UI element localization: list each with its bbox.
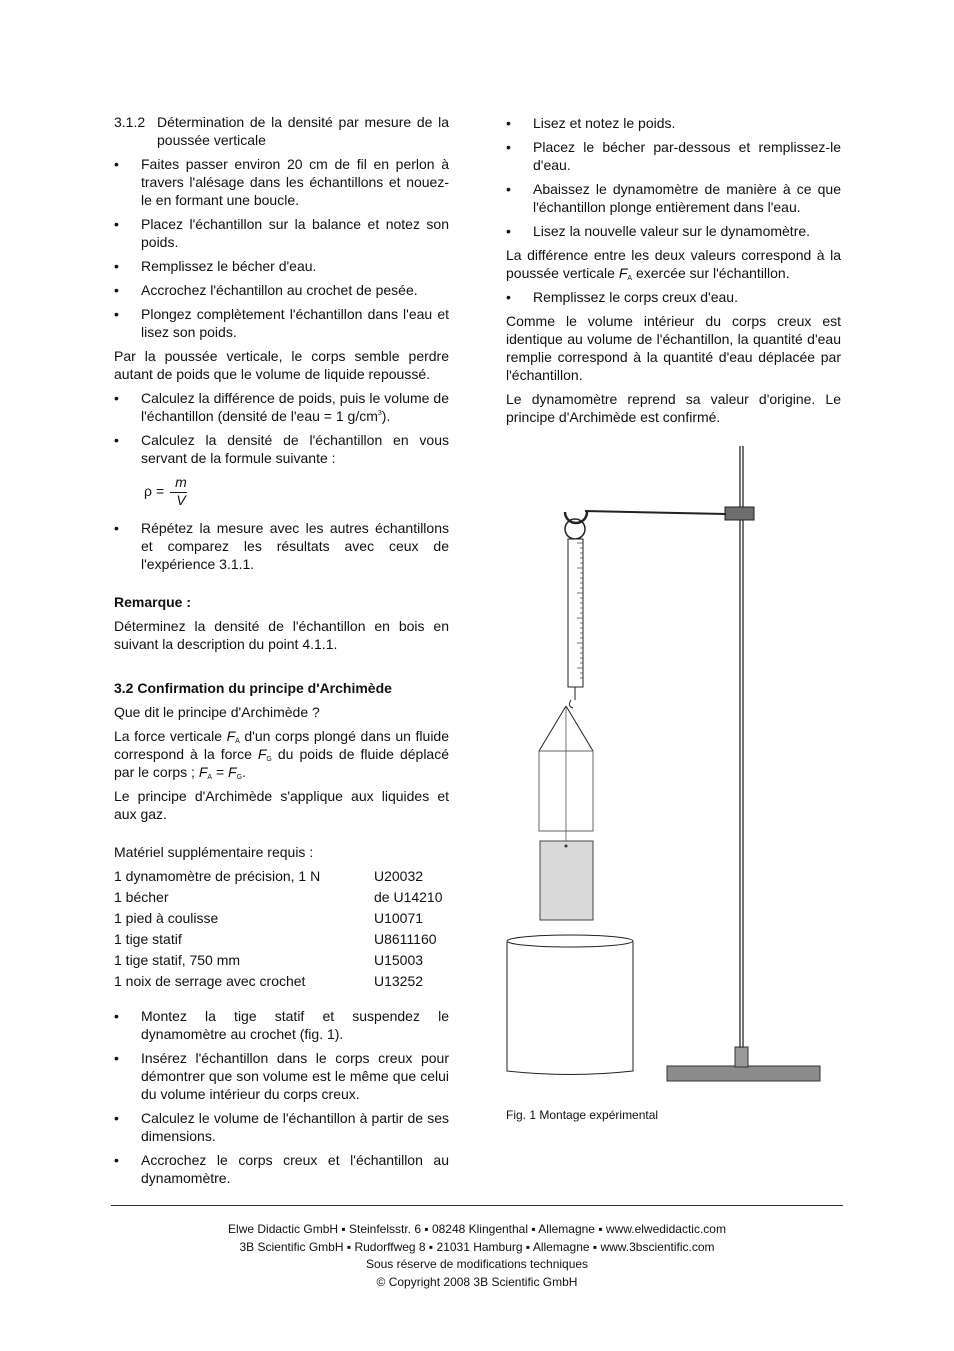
footer-line: Elwe Didactic GmbH ▪ Steinfelsstr. 6 ▪ 08248 Klingenthal ▪ Allemagne ▪ www.elwedidactic.com <box>228 1222 726 1236</box>
material-code: U13252 <box>374 973 424 989</box>
archimedes-statement <box>114 727 449 781</box>
list-item: • Calculez le volume de l'échantillon à partir de ses dimensions. <box>114 1109 449 1145</box>
subscript: G <box>236 774 243 781</box>
paragraph-buoyancy: Par la poussée verticale, le corps semble perdre autant de poids que le volume de liquide repoussé. <box>114 348 449 382</box>
clamp <box>725 507 754 520</box>
text-run: . <box>242 764 246 780</box>
left-column <box>114 113 449 1193</box>
text-run: = <box>212 764 229 780</box>
list-item: • Abaissez le dynamomètre de manière à ce que l'échantillon plonge entièrement dans l'eau. <box>506 180 841 216</box>
list-item: • Plongez complètement l'échantillon dans l'eau et lisez son poids. <box>114 305 449 341</box>
footer-line: 3B Scientific GmbH ▪ Rudorffweg 8 ▪ 21031 Hamburg ▪ Allemagne ▪ www.3bscientific.com <box>239 1239 715 1254</box>
footer-line: © Copyright 2008 3B Scientific GmbH <box>376 1274 578 1289</box>
list-item: • Lisez la nouvelle valeur sur le dynamomètre. <box>506 222 841 240</box>
formula-equals: = <box>156 483 165 499</box>
formula-denominator: V <box>176 492 186 508</box>
material-code: U8611160 <box>374 931 437 947</box>
sample-block <box>540 841 593 920</box>
footer <box>111 1221 843 1291</box>
list-item: • Répétez la mesure avec les autres échantillons et comparez les résultats avec ceux de l'expérience 3.1.1. <box>114 519 449 573</box>
gas-statement: Le principe d'Archimède s'applique aux liquides et aux gaz. <box>114 788 449 822</box>
material-item: 1 bécher <box>114 889 169 905</box>
table-row <box>114 972 449 993</box>
bullet-list-c <box>114 519 449 573</box>
list-item: • Placez l'échantillon sur la balance et notez son poids. <box>114 215 449 251</box>
list-item: • Insérez l'échantillon dans le corps creux pour démontrer que son volume est le même que celui du volume intérieur du corps creux. <box>114 1049 449 1103</box>
list-item-text: Calculez la différence de poids, puis le volume de l'échantillon (densité de l'eau = 1 g/cm <box>141 390 449 424</box>
list-item: • Remplissez le bécher d'eau. <box>114 257 449 275</box>
base-socket <box>735 1047 748 1067</box>
remark-text: Déterminez la densité de l'échantillon en bois en suivant la description du point 4.1.1. <box>114 618 449 652</box>
string-left <box>539 706 566 751</box>
experiment-setup-figure <box>505 444 825 1084</box>
list-item-end: ). <box>381 408 391 424</box>
symbol-f: F <box>226 728 236 744</box>
table-row <box>114 888 449 909</box>
volume-paragraph: Comme le volume intérieur du corps creux est identique au volume de l'échantillon, la quantité d'eau remplie correspond à la quantité d'eau déplacée par l'échantillon. <box>506 313 841 383</box>
symbol-f: F <box>618 265 628 281</box>
string-right <box>566 706 593 751</box>
material-code: U10071 <box>374 910 424 926</box>
text-run: La force verticale <box>114 728 227 744</box>
bullet-list-d <box>114 1007 449 1187</box>
footer-divider <box>111 1205 843 1206</box>
superscript: 3 <box>377 410 382 417</box>
section-number: 3.1.2 <box>114 114 146 130</box>
footer-line: Sous réserve de modifications techniques <box>365 1257 589 1271</box>
beaker-body <box>507 942 633 1075</box>
materials-title: Matériel supplémentaire requis : <box>114 844 314 860</box>
subscript: A <box>207 774 213 781</box>
table-row <box>114 930 449 951</box>
section-3-1-2-heading <box>114 113 449 149</box>
material-item: 1 tige statif, 750 mm <box>114 952 241 968</box>
text-run: exercée sur l'échantillon. <box>632 265 790 281</box>
table-row <box>114 867 449 888</box>
list-item: • Lisez et notez le poids. <box>506 114 841 132</box>
subscript: A <box>627 275 633 282</box>
right-column <box>506 114 841 432</box>
list-item <box>114 389 449 425</box>
list-item: • Accrochez le corps creux et l'échantillon au dynamomètre. <box>114 1151 449 1187</box>
stand-base <box>667 1066 820 1081</box>
figure-caption: Fig. 1 Montage expérimental <box>506 1108 659 1122</box>
list-item: • Placez le bécher par-dessous et remplissez-le d'eau. <box>506 138 841 174</box>
material-item: 1 dynamomètre de précision, 1 N <box>114 868 321 884</box>
text-run: La différence entre les deux valeurs correspond à la poussée verticale <box>506 247 841 281</box>
bullet-list-right-b <box>506 288 841 306</box>
density-formula <box>142 473 449 509</box>
dynamometer-hook <box>569 700 573 708</box>
material-item: 1 noix de serrage avec crochet <box>114 973 306 989</box>
list-item: • Accrochez l'échantillon au crochet de pesée. <box>114 281 449 299</box>
material-code: U15003 <box>374 952 424 968</box>
material-item: 1 tige statif <box>114 931 182 947</box>
bullet-list-b <box>114 389 449 467</box>
material-item: 1 pied à coulisse <box>114 910 219 926</box>
symbol-f: F <box>228 764 237 780</box>
spacer <box>114 579 449 593</box>
list-item: • Montez la tige statif et suspendez le dynamomètre au crochet (fig. 1). <box>114 1007 449 1043</box>
sample-hook-point <box>565 845 568 848</box>
holder-arm <box>585 511 726 514</box>
question: Que dit le principe d'Archimède ? <box>114 704 320 720</box>
text-run: d'un corps plongé dans un fluide correspond à la force <box>114 728 450 762</box>
confirmation-paragraph: Le dynamomètre reprend sa valeur d'origine. Le principe d'Archimède est confirmé. <box>506 391 841 425</box>
spacer <box>114 993 449 1007</box>
symbol-f: F <box>257 746 267 762</box>
table-row <box>114 951 449 972</box>
subscript: A <box>235 738 240 745</box>
material-code: U20032 <box>374 868 424 884</box>
remark-label: Remarque : <box>114 594 192 610</box>
bullet-list-a <box>114 155 449 341</box>
list-item: • Calculez la densité de l'échantillon en vous servant de la formule suivante : <box>114 431 449 467</box>
formula-numerator: m <box>175 474 187 490</box>
materials-table <box>114 867 449 993</box>
text-run: du poids de fluide déplacé par le corps ; <box>114 746 450 780</box>
material-code: de U14210 <box>374 889 443 905</box>
section-3-2-heading: 3.2 Confirmation du principe d'Archimède <box>114 680 392 696</box>
subscript: G <box>266 756 272 763</box>
spacer <box>114 659 449 679</box>
list-item: • Remplissez le corps creux d'eau. <box>506 288 841 306</box>
spacer <box>114 829 449 843</box>
symbol-f: F <box>198 764 208 780</box>
bullet-list-right-a <box>506 114 841 240</box>
formula-rho: ρ <box>144 483 152 499</box>
table-row <box>114 909 449 930</box>
difference-paragraph <box>506 246 841 282</box>
beaker-rim <box>507 935 633 947</box>
list-item: • Faites passer environ 20 cm de fil en perlon à travers l'alésage dans les échantillons et nouez-le en formant une boucle. <box>114 155 449 209</box>
section-title: Détermination de la densité par mesure de la poussée verticale <box>157 114 449 148</box>
